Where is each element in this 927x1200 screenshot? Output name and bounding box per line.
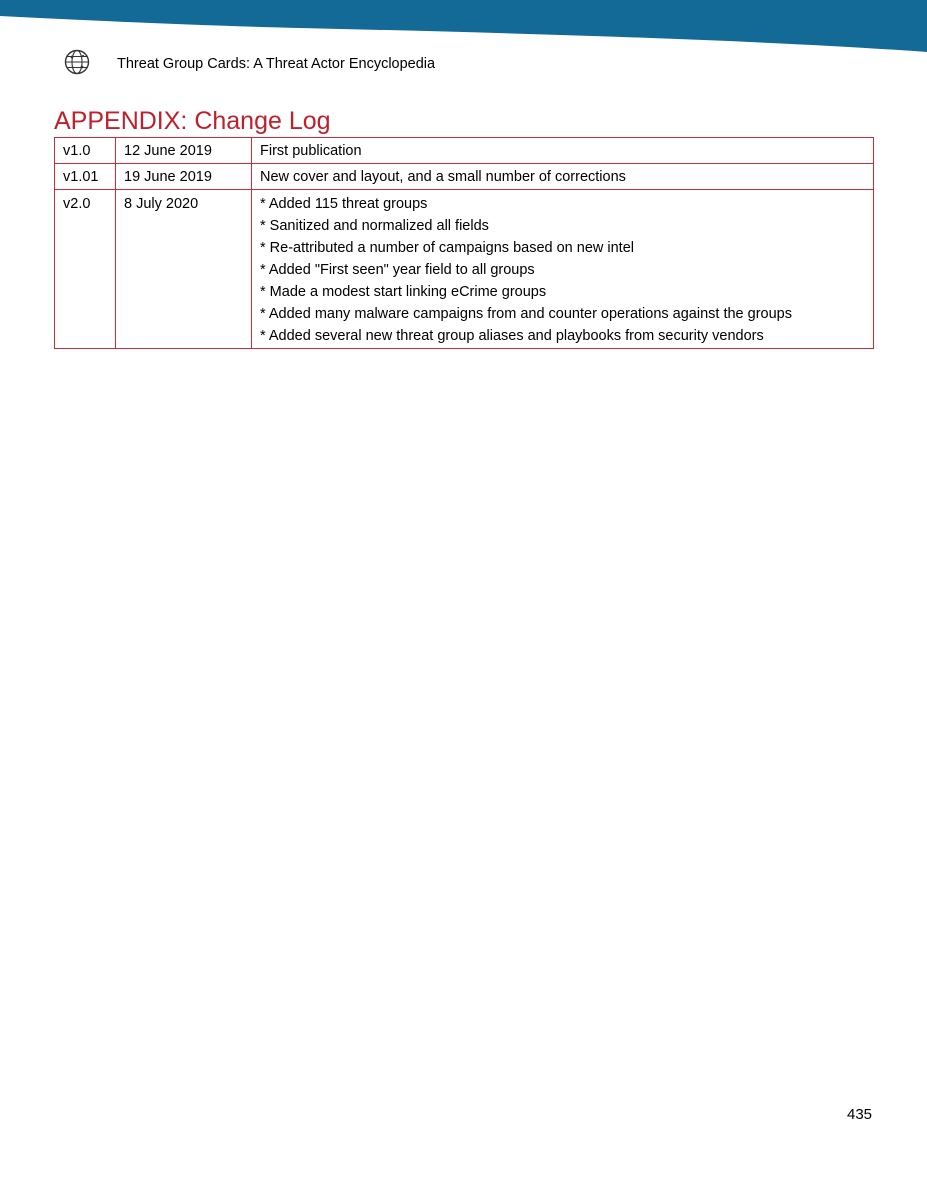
- page-number: 435: [847, 1106, 873, 1123]
- header-title: Threat Group Cards: A Threat Actor Encyclopedia: [117, 56, 436, 72]
- version-cell: v2.0: [55, 190, 116, 349]
- change-item: * Sanitized and normalized all fields: [260, 218, 489, 234]
- change-item: * Added many malware campaigns from and counter operations against the groups: [260, 306, 792, 322]
- page-title: APPENDIX: Change Log: [54, 107, 331, 135]
- version-cell: v1.01: [55, 164, 116, 190]
- date-cell: 8 July 2020: [116, 190, 252, 349]
- globe-icon: [63, 48, 91, 76]
- changes-cell: [252, 138, 874, 164]
- changes-cell: [252, 190, 874, 349]
- change-item: * Added "First seen" year field to all groups: [260, 262, 535, 278]
- table-row: [55, 190, 874, 349]
- date-cell: 12 June 2019: [116, 138, 252, 164]
- header-band: [0, 0, 927, 60]
- change-item: First publication: [260, 143, 362, 159]
- change-item: * Added several new threat group aliases and playbooks from security vendors: [260, 328, 764, 344]
- date-cell: 19 June 2019: [116, 164, 252, 190]
- table-row: [55, 164, 874, 190]
- change-item: * Made a modest start linking eCrime groups: [260, 284, 547, 300]
- changelog-table: [54, 137, 874, 349]
- changes-cell: [252, 164, 874, 190]
- change-item: New cover and layout, and a small number of corrections: [260, 169, 626, 185]
- table-row: [55, 138, 874, 164]
- change-item: * Re-attributed a number of campaigns based on new intel: [260, 240, 634, 256]
- version-cell: v1.0: [55, 138, 116, 164]
- change-item: * Added 115 threat groups: [260, 196, 428, 212]
